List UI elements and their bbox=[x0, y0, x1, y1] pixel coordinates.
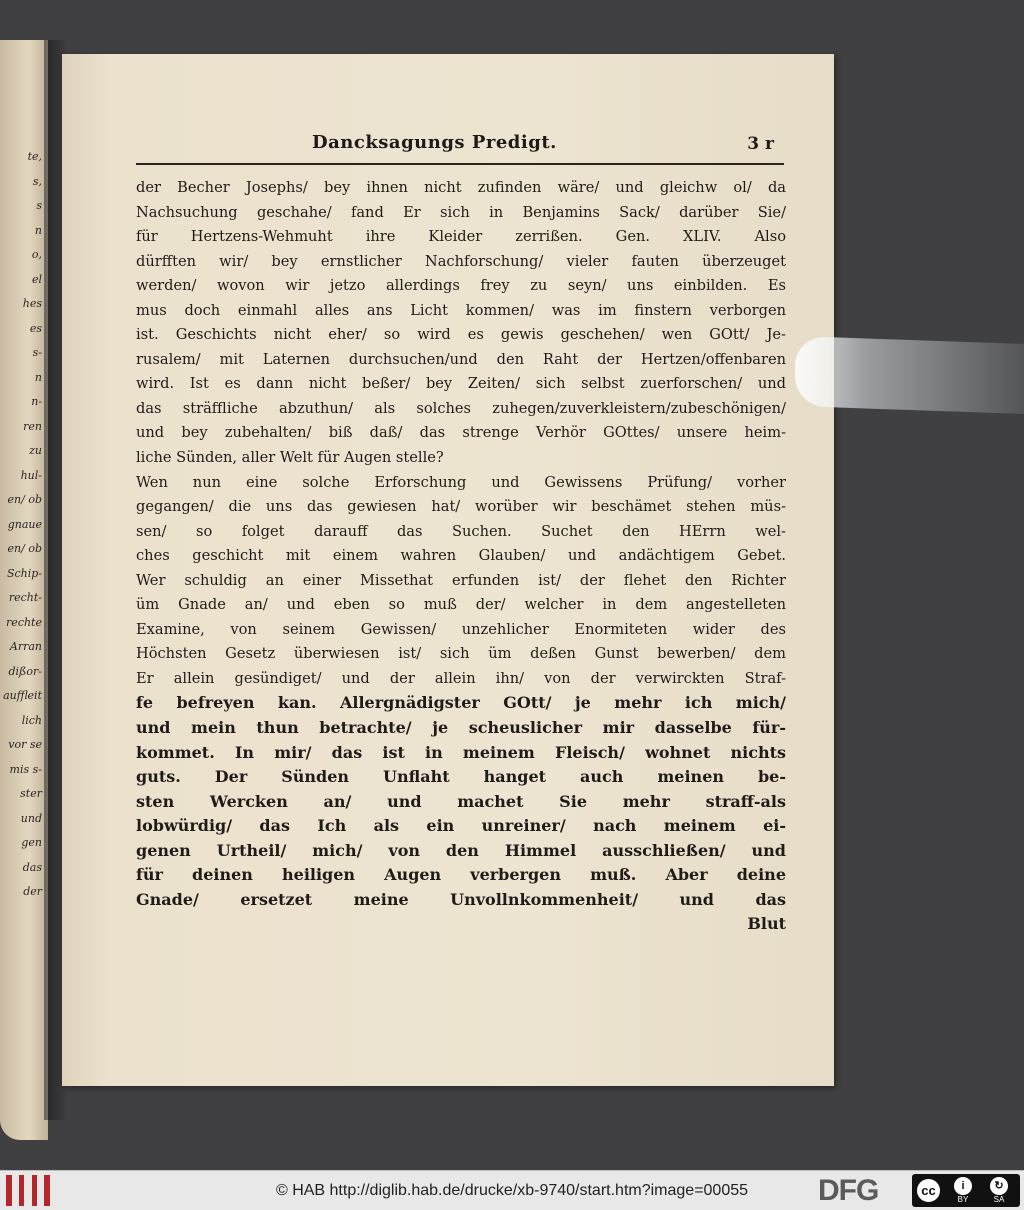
text-line: Er allein gesündiget/ und der allein ihn/ von der verwirckten Straf- bbox=[136, 669, 786, 687]
text-line: guts. Der Sünden Unflaht hanget auch meinen be- bbox=[136, 767, 786, 787]
sa-label: SA bbox=[993, 1194, 1005, 1204]
running-head: Dancksagungs Predigt. bbox=[312, 132, 557, 153]
left-page-fragment: s, bbox=[32, 174, 42, 188]
left-page-fragment: auffleit bbox=[3, 689, 42, 702]
left-page-fragment: ren bbox=[23, 419, 42, 433]
viewer-footer bbox=[0, 1170, 1024, 1210]
left-page-fragment: te, bbox=[27, 150, 42, 163]
left-page-fragment: s bbox=[36, 199, 42, 212]
left-page-fragment: hes bbox=[22, 297, 42, 310]
by-attribution bbox=[948, 1177, 978, 1205]
text-line: wird. Ist es dann nicht beßer/ bey Zeiten/ sich selbst zuerforschen/ und bbox=[136, 375, 786, 393]
left-page-fragment: mis s- bbox=[9, 762, 42, 776]
text-line: Wer schuldig an einer Missethat erfunden ist/ der flehet den Richter bbox=[136, 571, 786, 589]
text-line: Höchsten Gesetz überwiesen ist/ sich üm deßen Gunst bewerben/ dem bbox=[136, 645, 786, 663]
by-icon: i bbox=[954, 1177, 972, 1195]
dfg-logo[interactable]: DFG bbox=[818, 1174, 879, 1207]
text-line: rusalem/ mit Laternen durchsuchen/und den Raht der Hertzen/offenbaren bbox=[136, 350, 786, 368]
text-line: fe befreyen kan. Allergnädigster GOtt/ je mehr ich mich/ bbox=[136, 693, 786, 713]
left-page-fragment: recht- bbox=[8, 591, 42, 604]
sa-icon: ↻ bbox=[990, 1177, 1008, 1195]
cc-license-badge[interactable] bbox=[912, 1174, 1020, 1207]
glass-plate-reflection bbox=[795, 336, 1024, 414]
left-page-fragment: zu bbox=[29, 444, 42, 457]
left-page-fragment: gnaue bbox=[7, 517, 42, 531]
left-page-fragment: rechte bbox=[6, 615, 42, 629]
text-line: Gnade/ ersetzet meine Unvollnkommenheit/ und das bbox=[136, 889, 786, 909]
sa-share-alike bbox=[984, 1177, 1014, 1205]
head-rule bbox=[136, 163, 784, 165]
left-page-fragment: el bbox=[31, 272, 42, 286]
left-page-edge bbox=[0, 40, 48, 1140]
text-line: ist. Geschichts nicht eher/ so wird es gewis geschehen/ wen GOtt/ Je- bbox=[136, 326, 786, 344]
text-line: liche Sünden, aller Welt für Augen stelle? bbox=[136, 449, 444, 467]
text-line: und mein thun betrachte/ je scheuslicher mir dasselbe für- bbox=[136, 718, 786, 738]
left-page-fragment: n bbox=[34, 370, 42, 384]
body-text bbox=[136, 176, 786, 937]
left-page-fragment: o, bbox=[31, 248, 42, 261]
text-line: und bey zubehalten/ biß daß/ das strenge Verhör GOttes/ unsere heim- bbox=[136, 424, 786, 442]
text-line: für deinen heiligen Augen verbergen muß. Aber deine bbox=[136, 865, 786, 885]
left-page-fragment: ster und bbox=[20, 787, 42, 825]
text-line: der Becher Josephs/ bey ihnen nicht zufinden wäre/ und gleichw ol/ da bbox=[136, 179, 786, 196]
left-page-fragment: lich vor se bbox=[8, 713, 42, 751]
left-page-fragment: en/ ob bbox=[7, 493, 42, 506]
left-page-fragment: n- bbox=[31, 395, 42, 408]
left-page-fragment: en/ ob bbox=[7, 542, 42, 555]
text-line: Examine, von seinem Gewissen/ unzehlicher Enormiteten wider des bbox=[136, 620, 786, 638]
text-line: das sträffliche abzuthun/ als solches zuhegen/zuverkleistern/zubeschönigen/ bbox=[136, 399, 786, 417]
text-line: sen/ so folget darauff das Suchen. Suchet den HErrn wel- bbox=[136, 522, 786, 540]
text-line: genen Urtheil/ mich/ von den Himmel ausschließen/ und bbox=[136, 840, 786, 860]
left-page-fragment: gen das bbox=[21, 836, 42, 874]
left-page-fragment: s- bbox=[32, 346, 42, 359]
page-number: 3 r bbox=[747, 134, 774, 154]
left-page-fragment: es bbox=[29, 321, 42, 335]
text-line: für Hertzens-Wehmuht ihre Kleider zerrißen. Gen. XLIV. Also bbox=[136, 228, 786, 246]
text-line: gegangen/ die uns das gewiesen hat/ worüber wir beschämet stehen müs- bbox=[136, 498, 786, 516]
left-page-fragment: n bbox=[34, 223, 42, 237]
text-line: mus doch einmahl alles ans Licht kommen/ was im finstern verborgen bbox=[136, 301, 786, 319]
text-line: Nachsuchung geschahe/ fand Er sich in Benjamins Sack/ darüber Sie/ bbox=[136, 203, 786, 221]
text-line: ches geschicht mit einem wahren Glauben/ und andächtigem Gebet. bbox=[136, 547, 786, 565]
text-line: dürfften wir/ bey ernstlicher Nachforschung/ vieler fauten überzeuget bbox=[136, 252, 786, 270]
book-page bbox=[62, 54, 834, 1086]
cc-icon: cc bbox=[915, 1177, 942, 1204]
left-page-fragment: Schip- bbox=[6, 566, 42, 580]
left-page-fragment: dißor- bbox=[8, 664, 42, 678]
copyright-link[interactable]: © HAB http://diglib.hab.de/drucke/xb-9740/start.htm?image=00055 bbox=[275, 1182, 749, 1199]
by-label: BY bbox=[957, 1194, 969, 1204]
catchword: Blut bbox=[747, 914, 786, 934]
left-page-fragment: Arran bbox=[9, 640, 42, 653]
text-line: werden/ wovon wir jetzo allerdings frey zu seyn/ uns einbilden. Es bbox=[136, 277, 786, 295]
left-page-fragment: der bbox=[23, 885, 42, 898]
text-line: Wen nun eine solche Erforschung und Gewissens Prüfung/ vorher bbox=[136, 473, 786, 491]
text-line: sten Wercken an/ und machet Sie mehr straff-als bbox=[136, 791, 786, 811]
text-line: kommet. In mir/ das ist in meinem Fleisch/ wohnet nichts bbox=[136, 742, 786, 762]
left-page-fragment-list bbox=[2, 145, 42, 905]
left-page-fragment: hul- bbox=[20, 468, 42, 482]
text-line: lobwürdig/ das Ich als ein unreiner/ nach meinem ei- bbox=[136, 816, 786, 836]
text-line: üm Gnade an/ und eben so muß der/ welcher in dem angestelleten bbox=[136, 596, 786, 614]
